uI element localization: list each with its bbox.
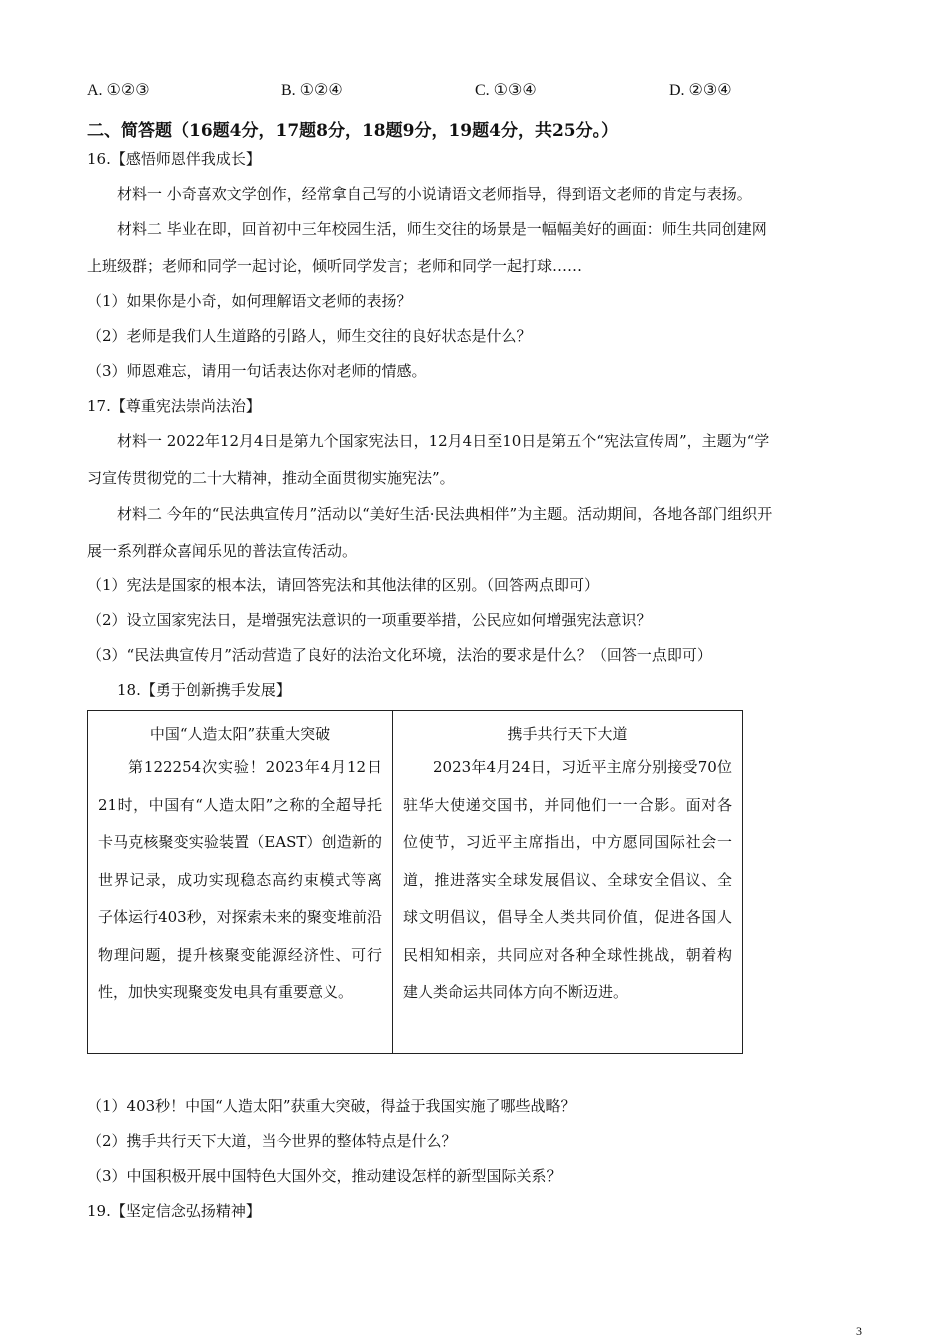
q16-material2-line1: 材料二 毕业在即，回首初中三年校园生活，师生交往的场景是一幅幅美好的画面：师生共同创建网 bbox=[117, 220, 767, 238]
q18-right-title: 携手共行天下大道 bbox=[507, 725, 628, 743]
q18-right-cell bbox=[393, 711, 743, 1054]
q18-left-cell bbox=[88, 711, 393, 1054]
q18-right-body: 2023年4月24日，习近平主席分别接受70位驻华大使递交国书，并同他们一一合影。面对各位使节，习近平主席指出，中方愿同国际社会一道，推进落实全球发展倡议、全球安全倡议、全球文明倡议，倡导全人类共同价值，促进各国人民相知相亲，共同应对各种全球性挑战，朝着构建人类命运共同体方向不断迈进。 bbox=[403, 758, 732, 1001]
q17-material1-line1: 材料一 2022年12月4日是第九个国家宪法日，12月4日至10日是第五个“宪法宣传周”，主题为“学 bbox=[117, 432, 770, 450]
q18-sub1: （1）403秒！中国“人造太阳”获重大突破，得益于我国实施了哪些战略？ bbox=[87, 1097, 576, 1115]
q16-sub3: （3）师恩难忘，请用一句话表达你对老师的情感。 bbox=[87, 362, 427, 380]
q16-material2-line2: 上班级群；老师和同学一起讨论，倾听同学发言；老师和同学一起打球…… bbox=[87, 257, 583, 275]
q18-material-table bbox=[87, 710, 743, 1054]
q16-heading: 16.【感悟师恩伴我成长】 bbox=[87, 150, 261, 168]
q16-material1: 材料一 小奇喜欢文学创作，经常拿自己写的小说请语文老师指导，得到语文老师的肯定与表扬。 bbox=[117, 185, 752, 203]
q17-sub3: （3）“民法典宣传月”活动营造了良好的法治文化环境，法治的要求是什么？（回答一点即可） bbox=[87, 646, 712, 664]
q16-sub1: （1）如果你是小奇，如何理解语文老师的表扬？ bbox=[87, 292, 412, 310]
q17-material2-line2: 展一系列群众喜闻乐见的普法宣传活动。 bbox=[87, 542, 358, 560]
q17-material1-line2: 习宣传贯彻党的二十大精神，推动全面贯彻实施宪法”。 bbox=[87, 469, 455, 487]
q18-left-title: 中国“人造太阳”获重大突破 bbox=[149, 725, 331, 743]
section-title: 二、简答题（16题4分，17题8分，18题9分，19题4分，共25分。） bbox=[87, 121, 619, 141]
option-b: B. ①②④ bbox=[281, 82, 343, 99]
option-a: A. ①②③ bbox=[87, 82, 150, 99]
option-c: C. ①③④ bbox=[475, 82, 537, 99]
page-number: 3 bbox=[856, 1324, 862, 1338]
q17-material2-line1: 材料二 今年的“民法典宣传月”活动以“美好生活·民法典相伴”为主题。活动期间，各地各部门组织开 bbox=[117, 505, 773, 523]
q18-sub2: （2）携手共行天下大道，当今世界的整体特点是什么？ bbox=[87, 1132, 457, 1150]
q18-heading: 18.【勇于创新携手发展】 bbox=[117, 681, 291, 699]
option-d: D. ②③④ bbox=[669, 82, 732, 99]
q17-heading: 17.【尊重宪法崇尚法治】 bbox=[87, 397, 261, 415]
q18-sub3: （3）中国积极开展中国特色大国外交，推动建设怎样的新型国际关系？ bbox=[87, 1167, 562, 1185]
q19-heading: 19.【坚定信念弘扬精神】 bbox=[87, 1202, 261, 1220]
q17-sub1: （1）宪法是国家的根本法，请回答宪法和其他法律的区别。（回答两点即可） bbox=[87, 576, 600, 594]
q17-sub2: （2）设立国家宪法日，是增强宪法意识的一项重要举措，公民应如何增强宪法意识？ bbox=[87, 611, 652, 629]
q16-sub2: （2）老师是我们人生道路的引路人，师生交往的良好状态是什么？ bbox=[87, 327, 532, 345]
q18-left-body: 第122254次实验！2023年4月12日21时，中国有“人造太阳”之称的全超导托卡马克核聚变实验装置（EAST）创造新的世界记录，成功实现稳态高约束模式等离子体运行403秒，对探索未来的聚变堆前沿物理问题，提升核聚变能源经济性、可行性，加快实现聚变发电具有重要意义。 bbox=[98, 758, 382, 1001]
